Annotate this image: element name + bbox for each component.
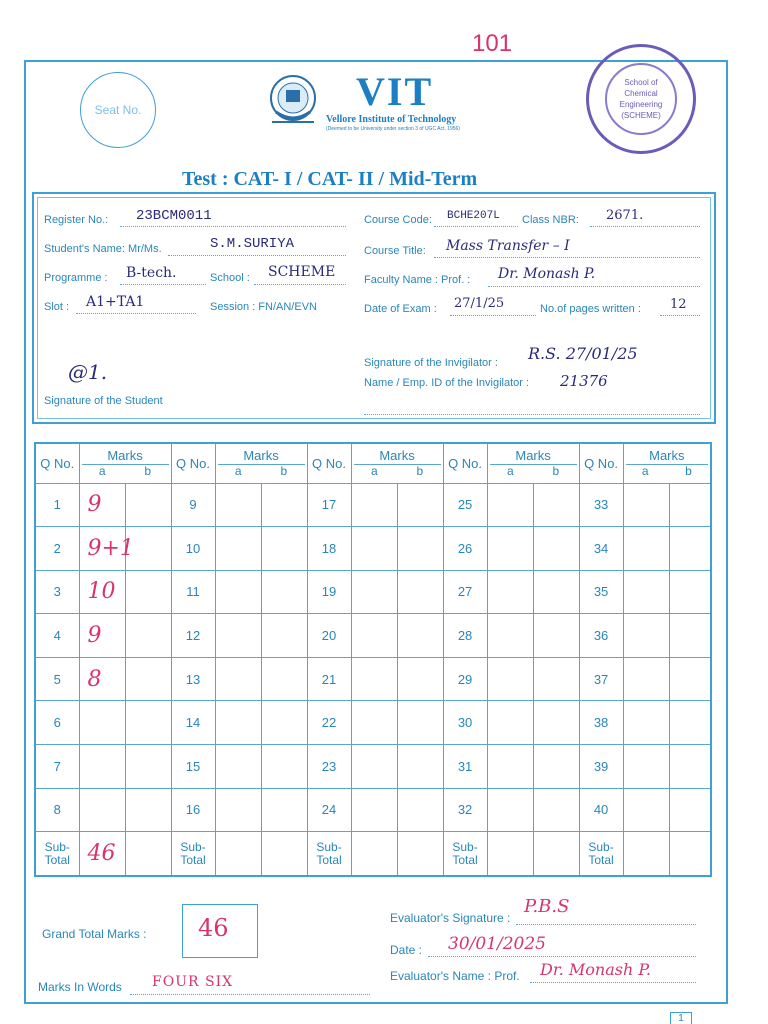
question-number: 7 bbox=[35, 745, 79, 789]
mark-a-cell bbox=[215, 701, 261, 745]
mark-b-cell bbox=[533, 527, 579, 571]
student-name-value: S.M.SURIYA bbox=[210, 236, 295, 252]
mark-a-cell bbox=[623, 614, 669, 658]
mark-b-cell bbox=[125, 483, 171, 527]
page-number: 1 bbox=[670, 1012, 692, 1024]
mark-a-cell: 9 bbox=[79, 483, 125, 527]
mark-b-cell bbox=[261, 527, 307, 571]
question-number: 4 bbox=[35, 614, 79, 658]
question-number: 3 bbox=[35, 570, 79, 614]
marks-table-body bbox=[35, 483, 711, 876]
class-nbr-value: 2671. bbox=[606, 208, 644, 223]
mark-b-cell bbox=[261, 788, 307, 832]
mark-a-cell bbox=[623, 570, 669, 614]
mark-a-cell bbox=[351, 745, 397, 789]
question-number: 17 bbox=[307, 483, 351, 527]
marks-in-words-line bbox=[130, 994, 370, 995]
date-of-exam-value: 27/1/25 bbox=[454, 296, 505, 311]
programme-line bbox=[120, 284, 206, 285]
marks-in-words-value: FOUR SIX bbox=[152, 974, 234, 990]
evaluator-signature-value: P.B.S bbox=[524, 896, 570, 917]
grand-total-label: Grand Total Marks : bbox=[42, 927, 147, 941]
test-title: Test : CAT- I / CAT- II / Mid-Term bbox=[182, 168, 478, 190]
evaluation-date-value: 30/01/2025 bbox=[448, 934, 546, 954]
subtotal-value bbox=[351, 832, 397, 876]
mark-b-cell bbox=[533, 788, 579, 832]
mark-b-cell bbox=[669, 701, 711, 745]
mark-a-cell bbox=[215, 657, 261, 701]
course-title-value: Mass Transfer – I bbox=[446, 238, 570, 254]
mark-b-cell bbox=[669, 527, 711, 571]
faculty-name-value: Dr. Monash P. bbox=[498, 266, 596, 282]
class-nbr-label: Class NBR: bbox=[522, 214, 579, 226]
register-no-line bbox=[120, 226, 346, 227]
mark-a-cell bbox=[215, 614, 261, 658]
pages-written-label: No.of pages written : bbox=[540, 303, 641, 315]
mark-a-cell bbox=[351, 483, 397, 527]
class-nbr-line bbox=[590, 226, 700, 227]
mark-a-cell bbox=[215, 527, 261, 571]
stamp-line: Chemical bbox=[624, 89, 658, 98]
session-label: Session : FN/AN/EVN bbox=[210, 301, 317, 313]
question-number: 6 bbox=[35, 701, 79, 745]
evaluator-name-label: Evaluator's Name : Prof. bbox=[390, 969, 520, 983]
mark-a-cell: 10 bbox=[79, 570, 125, 614]
mark-b-cell bbox=[125, 657, 171, 701]
stamp-line: (SCHEME) bbox=[621, 111, 661, 120]
q-no-header: Q No. bbox=[443, 443, 487, 483]
marks-in-words-label: Marks In Words bbox=[38, 980, 122, 994]
marks-header: Marks a b bbox=[215, 443, 307, 483]
date-of-exam-label: Date of Exam : bbox=[364, 303, 437, 315]
marks-table bbox=[34, 442, 712, 877]
table-row bbox=[35, 570, 711, 614]
student-signature-value: @1. bbox=[68, 360, 108, 384]
date-of-exam-line bbox=[450, 315, 536, 316]
mark-a-cell bbox=[351, 657, 397, 701]
mark-b-cell bbox=[125, 570, 171, 614]
question-number: 19 bbox=[307, 570, 351, 614]
q-no-header: Q No. bbox=[35, 443, 79, 483]
mark-a-cell bbox=[487, 570, 533, 614]
mark-a-cell bbox=[79, 701, 125, 745]
question-number: 30 bbox=[443, 701, 487, 745]
mark-b-cell bbox=[261, 483, 307, 527]
slot-value: A1+TA1 bbox=[86, 294, 145, 310]
mark-a-cell bbox=[487, 483, 533, 527]
mark-a-cell: 8 bbox=[79, 657, 125, 701]
course-code-line bbox=[434, 226, 518, 227]
mark-b-cell bbox=[669, 570, 711, 614]
subtotal-value bbox=[215, 832, 261, 876]
mark-a-cell bbox=[623, 701, 669, 745]
mark-a-cell bbox=[215, 483, 261, 527]
course-title-line bbox=[434, 257, 700, 258]
question-number: 34 bbox=[579, 527, 623, 571]
q-no-header: Q No. bbox=[171, 443, 215, 483]
mark-b-cell bbox=[125, 614, 171, 658]
question-number: 39 bbox=[579, 745, 623, 789]
evaluation-date-line bbox=[428, 956, 696, 957]
subtotal-label: Sub-Total bbox=[443, 832, 487, 876]
student-signature-label: Signature of the Student bbox=[44, 395, 163, 407]
evaluator-signature-label: Evaluator's Signature : bbox=[390, 911, 511, 925]
course-code-label: Course Code: bbox=[364, 214, 432, 226]
mark-a-cell bbox=[487, 527, 533, 571]
mark-b-cell bbox=[669, 745, 711, 789]
mark-b-cell bbox=[669, 483, 711, 527]
subtotal-label: Sub-Total bbox=[171, 832, 215, 876]
school-label: School : bbox=[210, 272, 250, 284]
question-number: 32 bbox=[443, 788, 487, 832]
question-number: 15 bbox=[171, 745, 215, 789]
question-number: 25 bbox=[443, 483, 487, 527]
mark-a-cell bbox=[351, 527, 397, 571]
mark-b-cell bbox=[261, 745, 307, 789]
mark-b-cell bbox=[397, 657, 443, 701]
student-name-label: Student's Name: Mr/Ms. bbox=[44, 243, 162, 255]
subtotal-row bbox=[35, 832, 711, 876]
mark-b-cell bbox=[669, 788, 711, 832]
subtotal-value bbox=[487, 832, 533, 876]
mark-a-cell bbox=[79, 745, 125, 789]
question-number: 27 bbox=[443, 570, 487, 614]
mark-b-cell bbox=[125, 788, 171, 832]
question-number: 10 bbox=[171, 527, 215, 571]
mark-b-cell bbox=[533, 570, 579, 614]
vit-emblem-icon bbox=[262, 72, 324, 134]
mark-b-cell bbox=[261, 570, 307, 614]
mark-a-cell bbox=[215, 788, 261, 832]
mark-a-cell bbox=[215, 570, 261, 614]
school-stamp bbox=[586, 44, 696, 154]
question-number: 16 bbox=[171, 788, 215, 832]
pages-written-line bbox=[660, 315, 700, 316]
subtotal-label: Sub-Total bbox=[307, 832, 351, 876]
mark-a-cell: 9+1 bbox=[79, 527, 125, 571]
question-number: 13 bbox=[171, 657, 215, 701]
subtotal-label: Sub-Total bbox=[35, 832, 79, 876]
question-number: 11 bbox=[171, 570, 215, 614]
table-row bbox=[35, 745, 711, 789]
q-no-header: Q No. bbox=[307, 443, 351, 483]
subtotal-b-cell bbox=[397, 832, 443, 876]
subtotal-label: Sub-Total bbox=[579, 832, 623, 876]
question-number: 33 bbox=[579, 483, 623, 527]
question-number: 21 bbox=[307, 657, 351, 701]
question-number: 5 bbox=[35, 657, 79, 701]
stamp-line: School of bbox=[624, 78, 658, 87]
mark-a-cell bbox=[351, 614, 397, 658]
table-row bbox=[35, 788, 711, 832]
table-row bbox=[35, 527, 711, 571]
mark-a-cell bbox=[623, 657, 669, 701]
question-number: 8 bbox=[35, 788, 79, 832]
question-number: 20 bbox=[307, 614, 351, 658]
question-number: 35 bbox=[579, 570, 623, 614]
mark-b-cell bbox=[397, 570, 443, 614]
mark-b-cell bbox=[397, 614, 443, 658]
course-title-label: Course Title: bbox=[364, 245, 426, 257]
mark-a-cell bbox=[623, 788, 669, 832]
vit-logo-text: VIT bbox=[356, 69, 434, 114]
question-number: 28 bbox=[443, 614, 487, 658]
question-number: 23 bbox=[307, 745, 351, 789]
subtotal-b-cell bbox=[533, 832, 579, 876]
mark-b-cell bbox=[397, 701, 443, 745]
question-number: 40 bbox=[579, 788, 623, 832]
question-number: 31 bbox=[443, 745, 487, 789]
institute-subtitle: (Deemed to be University under section 3 of UGC Act, 1956) bbox=[326, 126, 460, 132]
grand-total-value: 46 bbox=[198, 914, 229, 942]
marks-header: Marks a b bbox=[79, 443, 171, 483]
mark-a-cell bbox=[487, 788, 533, 832]
mark-b-cell bbox=[261, 657, 307, 701]
school-line bbox=[254, 284, 346, 285]
pages-written-value: 12 bbox=[670, 297, 687, 312]
institute-name: Vellore Institute of Technology bbox=[326, 114, 457, 125]
mark-a-cell bbox=[351, 788, 397, 832]
seat-no-label: Seat No. bbox=[94, 103, 142, 117]
mark-a-cell bbox=[623, 745, 669, 789]
invigilator-line bbox=[364, 414, 700, 415]
programme-label: Programme : bbox=[44, 272, 108, 284]
question-number: 14 bbox=[171, 701, 215, 745]
mark-a-cell bbox=[487, 657, 533, 701]
question-number: 1 bbox=[35, 483, 79, 527]
marks-header: Marks a b bbox=[487, 443, 579, 483]
slot-label: Slot : bbox=[44, 301, 70, 313]
table-row bbox=[35, 701, 711, 745]
mark-a-cell bbox=[351, 701, 397, 745]
question-number: 26 bbox=[443, 527, 487, 571]
mark-a-cell bbox=[215, 745, 261, 789]
mark-b-cell bbox=[397, 483, 443, 527]
subtotal-b-cell bbox=[125, 832, 171, 876]
seat-no-circle bbox=[80, 72, 156, 148]
evaluation-date-label: Date : bbox=[390, 943, 423, 957]
course-code-value: BCHE207L bbox=[447, 210, 500, 222]
student-name-line bbox=[168, 255, 346, 256]
question-number: 38 bbox=[579, 701, 623, 745]
table-row bbox=[35, 483, 711, 527]
marks-header: Marks a b bbox=[351, 443, 443, 483]
marks-header: Marks a b bbox=[623, 443, 711, 483]
mark-b-cell bbox=[125, 701, 171, 745]
subtotal-value: 46 bbox=[79, 832, 125, 876]
question-number: 18 bbox=[307, 527, 351, 571]
invigilator-signature-label: Signature of the Invigilator : bbox=[364, 357, 498, 369]
question-number: 29 bbox=[443, 657, 487, 701]
question-number: 37 bbox=[579, 657, 623, 701]
mark-a-cell bbox=[487, 745, 533, 789]
question-number: 12 bbox=[171, 614, 215, 658]
evaluator-name-line bbox=[530, 982, 696, 983]
stamp-line: Engineering bbox=[619, 100, 663, 109]
page-mark: 101 bbox=[472, 30, 513, 57]
subtotal-b-cell bbox=[669, 832, 711, 876]
question-number: 24 bbox=[307, 788, 351, 832]
mark-a-cell bbox=[623, 527, 669, 571]
mark-a-cell: 9 bbox=[79, 614, 125, 658]
mark-a-cell bbox=[79, 788, 125, 832]
mark-b-cell bbox=[533, 483, 579, 527]
mark-b-cell bbox=[261, 701, 307, 745]
mark-a-cell bbox=[487, 614, 533, 658]
mark-b-cell bbox=[533, 614, 579, 658]
mark-b-cell bbox=[397, 745, 443, 789]
slot-line bbox=[76, 313, 196, 314]
invigilator-id-label: Name / Emp. ID of the Invigilator : bbox=[364, 377, 530, 389]
mark-b-cell bbox=[261, 614, 307, 658]
programme-value: B-tech. bbox=[126, 265, 177, 281]
subtotal-value bbox=[623, 832, 669, 876]
question-number: 9 bbox=[171, 483, 215, 527]
evaluator-signature-line bbox=[516, 924, 696, 925]
table-row bbox=[35, 614, 711, 658]
q-no-header: Q No. bbox=[579, 443, 623, 483]
mark-b-cell bbox=[397, 527, 443, 571]
mark-b-cell bbox=[533, 701, 579, 745]
mark-a-cell bbox=[487, 701, 533, 745]
invigilator-signature-value: R.S. 27/01/25 bbox=[528, 344, 638, 363]
mark-b-cell bbox=[669, 657, 711, 701]
school-value: SCHEME bbox=[268, 264, 336, 280]
table-row bbox=[35, 657, 711, 701]
mark-b-cell bbox=[533, 745, 579, 789]
invigilator-id-value: 21376 bbox=[560, 372, 608, 390]
evaluator-name-value: Dr. Monash P. bbox=[540, 960, 651, 979]
question-number: 2 bbox=[35, 527, 79, 571]
mark-b-cell bbox=[669, 614, 711, 658]
question-number: 36 bbox=[579, 614, 623, 658]
mark-a-cell bbox=[623, 483, 669, 527]
subtotal-b-cell bbox=[261, 832, 307, 876]
mark-b-cell bbox=[125, 745, 171, 789]
mark-a-cell bbox=[351, 570, 397, 614]
register-no-value: 23BCM0011 bbox=[136, 208, 212, 224]
mark-b-cell bbox=[397, 788, 443, 832]
register-no-label: Register No.: bbox=[44, 214, 109, 226]
mark-b-cell bbox=[533, 657, 579, 701]
table-header-row bbox=[35, 443, 711, 483]
faculty-name-line bbox=[488, 286, 700, 287]
faculty-name-label: Faculty Name : Prof. : bbox=[364, 274, 471, 286]
question-number: 22 bbox=[307, 701, 351, 745]
